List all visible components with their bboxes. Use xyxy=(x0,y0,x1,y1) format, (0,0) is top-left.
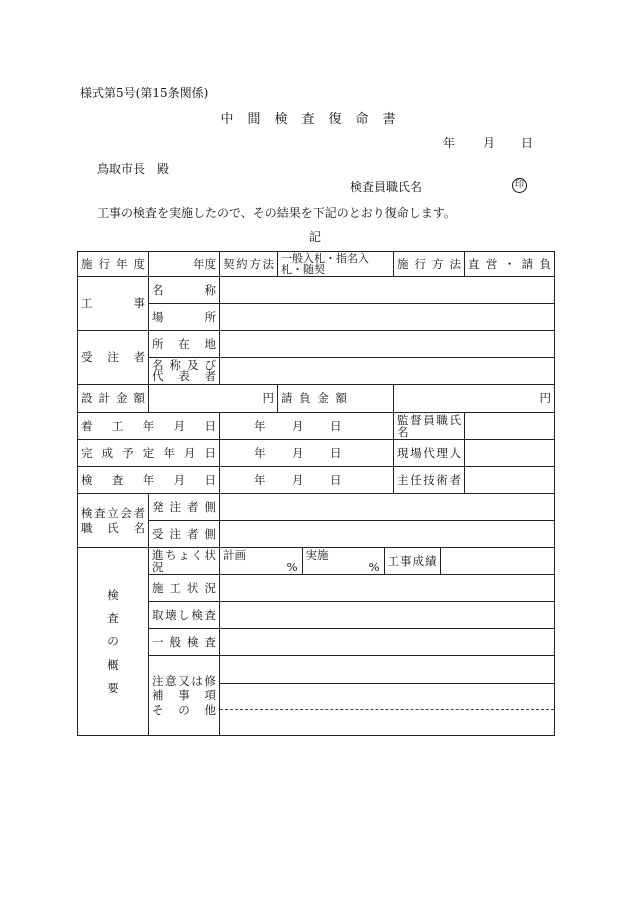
contract-method-options[interactable]: 一般入札・指名入札・随契 xyxy=(278,252,394,277)
contract-yen-label: 円 xyxy=(539,391,551,406)
site-agent-label: 現場代理人 xyxy=(394,440,465,467)
notes-label xyxy=(149,656,220,736)
orderer-side-field[interactable] xyxy=(220,494,555,521)
start-day: 日 xyxy=(330,418,342,433)
inspection-year: 年 xyxy=(254,472,266,487)
progress-label: 進ちょく状況 xyxy=(149,548,220,575)
general-inspection-row xyxy=(78,629,555,656)
completion-date-label: 完成予定年月日 xyxy=(78,440,220,467)
demolition-inspection-label: 取壊し検査 xyxy=(149,602,220,629)
contractor-name-rep-label xyxy=(149,358,220,385)
contractor-side-label: 受注者側 xyxy=(149,521,220,548)
overview-char-3: の xyxy=(107,634,119,649)
progress-field xyxy=(220,548,555,575)
contractor-name-row xyxy=(78,358,555,385)
witness-orderer-row xyxy=(78,494,555,521)
construction-status-label: 施工状況 xyxy=(149,575,220,602)
contract-amount-label: 請負金額 xyxy=(278,385,394,413)
completion-date-field[interactable] xyxy=(220,440,394,467)
inspection-month: 月 xyxy=(292,472,304,487)
construction-status-field[interactable] xyxy=(220,575,555,602)
overview-char-2: 査 xyxy=(107,611,119,626)
start-year: 年 xyxy=(254,418,266,433)
demolition-inspection-row xyxy=(78,602,555,629)
work-label: 工事 xyxy=(78,277,149,331)
actual-percent: % xyxy=(368,559,380,574)
design-yen-label: 円 xyxy=(262,391,274,406)
progress-row xyxy=(78,548,555,575)
contractor-label: 受注者 xyxy=(78,331,149,385)
seal-icon: 印 xyxy=(512,178,527,193)
notes-line-1: 注意又は修補事項 xyxy=(152,673,216,703)
name-rep-line-1: 名称及び xyxy=(152,357,216,372)
plan-field[interactable] xyxy=(220,548,302,574)
execution-method-label: 施行方法 xyxy=(394,252,465,277)
fiscal-year-row xyxy=(78,252,555,277)
work-result-field[interactable] xyxy=(440,548,554,574)
work-result-label: 工事成績 xyxy=(384,548,440,574)
witness-contractor-row xyxy=(78,521,555,548)
report-date xyxy=(443,134,533,151)
chief-engineer-field[interactable] xyxy=(465,467,555,494)
actual-label: 実施 xyxy=(305,548,329,562)
work-place-field[interactable] xyxy=(220,304,555,331)
overview-char-1: 検 xyxy=(107,588,119,603)
intro-text: 工事の検査を実施したので、その結果を下記のとおり復命します。 xyxy=(97,206,456,220)
notes-row-1 xyxy=(78,656,555,684)
overview-char-5: 要 xyxy=(107,680,119,695)
inspection-date-field[interactable] xyxy=(220,467,394,494)
nendo-label: 年度 xyxy=(193,256,216,271)
contract-method-label: 契約方法 xyxy=(220,252,278,277)
fiscal-year-label: 施行年度 xyxy=(78,252,149,277)
contractor-address-row xyxy=(78,331,555,358)
witness-label xyxy=(78,494,149,548)
general-inspection-field[interactable] xyxy=(220,629,555,656)
form-number: 様式第5号(第15条関係) xyxy=(80,86,209,100)
start-month: 月 xyxy=(292,418,304,433)
design-amount-label: 設計金額 xyxy=(78,385,149,413)
witness-line-2: 職氏名 xyxy=(81,520,145,535)
chief-engineer-label: 主任技術者 xyxy=(394,467,465,494)
page-title: 中間検査復命書 xyxy=(220,112,410,127)
overview-label xyxy=(78,548,149,736)
completion-month: 月 xyxy=(292,445,304,460)
general-inspection-label: 一般検査 xyxy=(149,629,220,656)
contractor-address-label: 所在地 xyxy=(149,331,220,358)
start-date-row xyxy=(78,413,555,440)
orderer-side-label: 発注者側 xyxy=(149,494,220,521)
progress-subtable xyxy=(220,548,554,574)
contractor-side-field[interactable] xyxy=(220,521,555,548)
completion-day: 日 xyxy=(330,445,342,460)
completion-date-row xyxy=(78,440,555,467)
demolition-inspection-field[interactable] xyxy=(220,602,555,629)
work-name-row xyxy=(78,277,555,304)
contractor-name-rep-field[interactable] xyxy=(220,358,555,385)
addressee: 鳥取市長 殿 xyxy=(97,162,170,176)
notes-field-2[interactable] xyxy=(220,684,555,736)
work-name-field[interactable] xyxy=(220,277,555,304)
contract-amount-field[interactable] xyxy=(394,385,555,413)
completion-year: 年 xyxy=(254,445,266,460)
amount-row xyxy=(78,385,555,413)
inspector-name-label: 検査員職氏名 xyxy=(350,180,423,194)
name-rep-line-2: 代表者 xyxy=(152,369,216,383)
plan-label: 計画 xyxy=(223,548,246,562)
design-amount-field[interactable] xyxy=(149,385,278,413)
notes-dashed-line xyxy=(220,684,554,710)
inspection-date-row xyxy=(78,467,555,494)
date-day-label: 日 xyxy=(521,136,534,150)
site-agent-field[interactable] xyxy=(465,440,555,467)
contractor-address-field[interactable] xyxy=(220,331,555,358)
report-table xyxy=(77,251,555,736)
construction-status-row xyxy=(78,575,555,602)
actual-field[interactable] xyxy=(302,548,384,574)
date-year-label: 年 xyxy=(443,136,456,150)
witness-line-1: 検査立会者 xyxy=(81,505,145,520)
start-date-field[interactable] xyxy=(220,413,394,440)
supervisor-field[interactable] xyxy=(465,413,555,440)
notes-line-2: その他 xyxy=(152,702,216,717)
overview-char-4: 概 xyxy=(107,657,119,672)
fiscal-year-field[interactable] xyxy=(149,252,220,277)
execution-method-options[interactable]: 直営・請負 xyxy=(465,252,555,277)
progress-subrow xyxy=(220,548,554,574)
plan-percent: % xyxy=(286,559,298,574)
date-month-label: 月 xyxy=(483,136,496,150)
inspection-date-label: 検査年月日 xyxy=(78,467,220,494)
work-name-label: 名称 xyxy=(149,277,220,304)
work-place-row xyxy=(78,304,555,331)
inspection-day: 日 xyxy=(330,472,342,487)
supervisor-label: 監督員職氏名 xyxy=(394,413,465,440)
ki-label: 記 xyxy=(308,230,321,244)
start-date-label: 着工年月日 xyxy=(78,413,220,440)
notes-field-1[interactable] xyxy=(220,656,555,684)
work-place-label: 場所 xyxy=(149,304,220,331)
